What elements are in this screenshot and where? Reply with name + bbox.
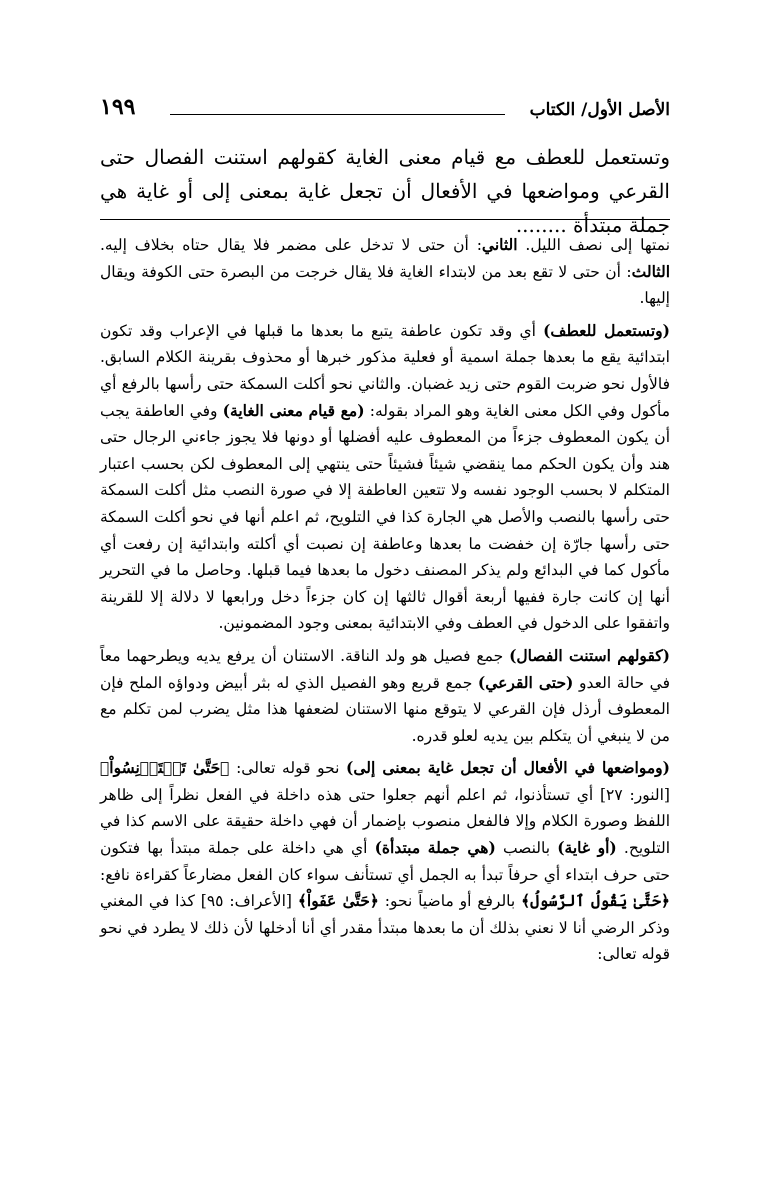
bold-term: الثالث [631, 261, 670, 281]
commentary-paragraph [100, 755, 670, 968]
matn-text: وتستعمل للعطف مع قيام معنى الغاية كقولهم استنت الفصال حتى القرعي ومواضعها في الأفعال أن تجعل غاية بمعنى إلى أو غاية هي جملة مبتدأة ........ [100, 145, 670, 237]
commentary [100, 232, 670, 974]
text-run: أي وقد تكون عاطفة يتبع ما بعدها ما قبلها في الإعراب وقد تكون ابتدائية يقع ما بعدها جملة اسمية أو فعلية مذكور خبرها أو محذوف بقرينة الكلام السابق. فالأول نحو ضربت القوم حتى زيد غضبان. والثاني نحو أكلت السمكة حتى رأسها بالرفع أي مأكول وفي الكل معنى الغاية وهو المراد بقوله: [100, 321, 670, 420]
text-run: جمع قريع وهو الفصيل الذي له بثر أبيض ودواؤه الملح فإن المعطوف أرذل فإن القرعي لا يتوقع منها الاستنان لضعفها هذا مثل يضرب لمن تكلم مع من لا ينبغي أن يتكلم بين يديه لعلو قدره. [100, 673, 670, 745]
bold-quote: (هي جملة مبتدأة) [374, 838, 496, 858]
quran-verse: ﴿حَتَّىٰ عَفَواْ﴾ [297, 891, 379, 911]
bold-quote: (مع قيام معنى الغاية) [222, 400, 365, 420]
text-run: : أن حتى لا تدخل على مضمر فلا يقال حتاه بخلاف إليه. [100, 236, 482, 254]
text-run: بالنصب [495, 839, 558, 858]
page-number: ١٩٩ [100, 94, 136, 120]
text-run: نمتها إلى نصف الليل. [517, 236, 671, 254]
header-rule [170, 114, 505, 115]
bold-quote: (كقولهم استنت الفصال) [509, 645, 670, 665]
text-run: نحو قوله تعالى: [229, 759, 346, 778]
running-header [100, 92, 670, 126]
commentary-paragraph [100, 232, 670, 312]
bold-quote: (ومواضعها في الأفعال أن تجعل غاية بمعنى إلى) [346, 758, 670, 778]
text-run: [الأعراف: ٩٥] كذا في المغني وذكر الرضي أنا لا نعني بذلك أن ما بعدها مبتدأ مقدر أي أنا أدخلها لأن ذلك لا يطرد في نحو قوله تعالى: [100, 892, 670, 964]
separator-rule [100, 219, 670, 220]
text-run: جمع فصيل هو ولد الناقة. الاستنان أن يرفع يديه ويطرحهما معاً في حالة العدو [100, 646, 670, 692]
text-run: : أن حتى لا تقع بعد من لابتداء الغاية فلا يقال خرجت من البصرة حتى الكوفة ويقال إليها. [100, 262, 670, 308]
commentary-paragraph [100, 318, 670, 637]
header-title: الأصل الأول/ الكتاب [529, 100, 670, 120]
text-run: وفي العاطفة يجب أن يكون المعطوف جزءاً من المعطوف عليه أفضلها أو دونها فلا يجوز جاءني الرجال حتى هند وأن يكون الحكم مما ينقضي شيئاً فشيئاً حتى ينتهي إلى المعطوف لكن بحسب اعتبار المتكلم لا بحسب الوجود نفسه ولا تتعين العاطفة إلا في صورة النصب مثل أكلت السمكة حتى رأسها بالنصب والأصل هي الجارة كذا في التلويح، ثم اعلم أنها في نحو أكلت السمكة حتى رأسها جارّة إن خفضت ما بعدها وعاطفة إن نصبت أي أكلته وابتدائية إن رفعت أي مأكول كما في البدائع ولم يذكر المصنف دخول ما بعدها فيما قبلها. وحاصل ما في التحرير أنها إن كانت جارة ففيها أربعة أقوال ثالثها إن كان جزءاً دخل ورابعها لا دلالة إلا للقرينة واتفقوا على الدخول في العطف وفي الابتدائية بمعنى وجود المضمونين. [100, 401, 670, 633]
bold-term: الثاني [481, 235, 518, 254]
text-run: [النور: ٢٧] أي تستأذنوا، ثم اعلم أنهم جعلوا حتى هذه داخلة في الفعل نظراً إلى ظاهر اللفظ وصورة الكلام وإلا فالفعل منصوب بإضمار أن فهي داخلة حقيقة على الاسم كذا في التلويح. [100, 785, 671, 858]
quran-verse: ﴿حَتَّىٰ تَسۡتَأۡنِسُواْ﴾ [100, 758, 230, 778]
bold-quote: (حتى القرعي) [477, 672, 574, 692]
quran-verse: ﴿حَتَّىٰ يَقُولُ ٱلرَّسُولُ﴾ [521, 891, 670, 911]
commentary-paragraph [100, 643, 670, 749]
text-run: بالرفع أو ماضياً نحو: [378, 892, 522, 911]
text-run: أي هي داخلة على جملة مبتدأ بها فتكون حتى حرف ابتداء أي حرفاً تبدأ به الجمل أي تستأنف سواء كان الفعل مضارعاً كقراءة نافع: [100, 839, 670, 884]
bold-quote: (وتستعمل للعطف) [543, 320, 670, 340]
bold-quote: (أو غاية) [557, 838, 617, 858]
